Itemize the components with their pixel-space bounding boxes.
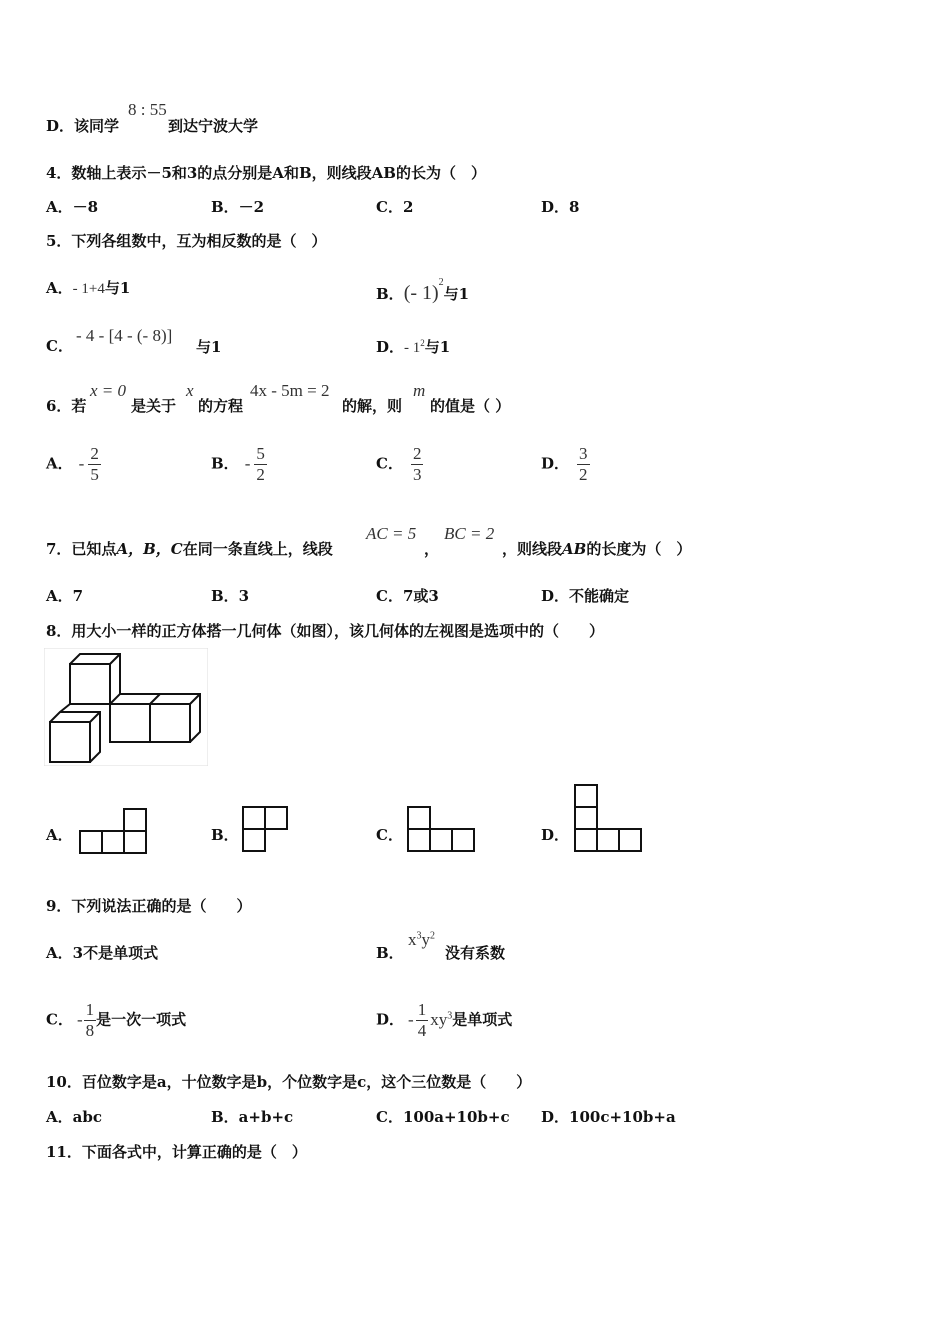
q6-math-m: m	[413, 381, 426, 400]
q7-comma: ，	[424, 540, 440, 558]
q8-option-b-figure	[240, 804, 292, 856]
q7-option-a: A．7	[46, 587, 84, 605]
q5-option-d: D．- $1^2$与1	[376, 338, 451, 356]
q6-stem-2: 是关于	[131, 397, 177, 415]
fraction: $\frac{2}{5}$	[90, 444, 99, 484]
q4-option-b: B．－2	[211, 198, 265, 216]
q7-stem-tail: ，则线段AB的长度为（ ）	[502, 540, 692, 558]
q6-option-b: B． - $\frac{5}{2}$	[211, 444, 265, 484]
q9-option-c: C． - $\frac{1}{8}$ 是一次一项式	[46, 1000, 187, 1040]
q3-time: 8 : 55	[128, 100, 167, 119]
q6-stem-5: 的值是（ ）	[430, 397, 511, 415]
q8-option-c-figure	[404, 804, 480, 856]
q4-option-d: D．8	[541, 198, 580, 216]
q9-stem: 9．下列说法正确的是（ ）	[46, 897, 252, 915]
q8-option-a-label: A．	[46, 826, 73, 844]
fraction: $\frac{5}{2}$	[256, 444, 265, 484]
q5-option-c-math: - 4 - [4 - (- 8)]	[76, 326, 173, 345]
q10-option-a: A．abc	[46, 1108, 102, 1126]
q5-stem: 5．下列各组数中，互为相反数的是（ ）	[46, 232, 327, 250]
q5-option-b: B．(- 1)$^2$与1	[376, 277, 470, 304]
q5-option-c: C．	[46, 337, 73, 355]
q6-option-a: A． - $\frac{2}{5}$	[46, 444, 99, 484]
q6-math-equation: 4x - 5m = 2	[250, 381, 330, 400]
q8-option-c-label: C．	[376, 826, 403, 844]
q6-math-x0: x = 0	[90, 381, 127, 400]
q3-option-d: D．该同学	[46, 117, 120, 135]
q7-option-c: C．7或3	[376, 587, 439, 605]
q9-option-d: D． - $\frac{1}{4}$ $xy^3$是单项式	[376, 1000, 513, 1040]
q6-stem-3: 的方程	[198, 397, 244, 415]
q3-option-d-tail: 到达宁波大学	[168, 117, 259, 135]
q9-option-a: A．3不是单项式	[46, 944, 159, 962]
q8-option-b-label: B．	[211, 826, 239, 844]
q8-option-d-figure	[572, 782, 648, 856]
q6-stem: 6．若	[46, 397, 87, 415]
q4-option-a: A．－8	[46, 198, 99, 216]
q10-stem: 10．百位数字是a，十位数字是b，个位数字是c，这个三位数是（ ）	[46, 1073, 532, 1091]
q6-option-c: C． $\frac{2}{3}$	[376, 444, 422, 484]
q4-option-c: C．2	[376, 198, 414, 216]
fraction: $\frac{1}{8}$	[85, 1000, 95, 1040]
q11-stem: 11．下面各式中，计算正确的是（ ）	[46, 1143, 307, 1161]
q8-option-d-label: D．	[541, 826, 570, 844]
q9-option-b-math: $x^3y^2$	[408, 930, 435, 949]
q8-option-a-figure	[76, 806, 152, 856]
q7-option-b: B．3	[211, 587, 250, 605]
q10-option-b: B．a+b+c	[211, 1108, 294, 1126]
fraction: $\frac{3}{2}$	[579, 444, 588, 484]
q10-option-d: D．100c+10b+a	[541, 1108, 676, 1126]
fraction: $\frac{2}{3}$	[412, 444, 422, 484]
q9-option-b-tail: 没有系数	[445, 944, 506, 962]
fraction: $\frac{1}{4}$	[417, 1000, 427, 1040]
q7-math-ac: AC = 5	[366, 524, 417, 543]
q6-option-d: D． $\frac{3}{2}$	[541, 444, 588, 484]
q9-option-b-label: B．	[376, 944, 404, 962]
q8-stem: 8．用大小一样的正方体搭一几何体（如图），该几何体的左视图是选项中的（ ）	[46, 622, 604, 640]
q5-option-c-tail: 与1	[196, 338, 222, 356]
q6-stem-4: 的解，则	[342, 397, 403, 415]
q5-option-a: A．- 1+4与1	[46, 279, 131, 297]
q7-option-d: D．不能确定	[541, 587, 630, 605]
q6-math-x: x	[186, 381, 194, 400]
q10-option-c: C．100a+10b+c	[376, 1108, 510, 1126]
q7-stem: 7．已知点A，B，C在同一条直线上，线段	[46, 540, 333, 558]
q4-stem: 4．数轴上表示－5和3的点分别是A和B，则线段AB的长为（ ）	[46, 164, 486, 182]
q7-math-bc: BC = 2	[444, 524, 495, 543]
q8-cube-figure	[44, 648, 208, 766]
